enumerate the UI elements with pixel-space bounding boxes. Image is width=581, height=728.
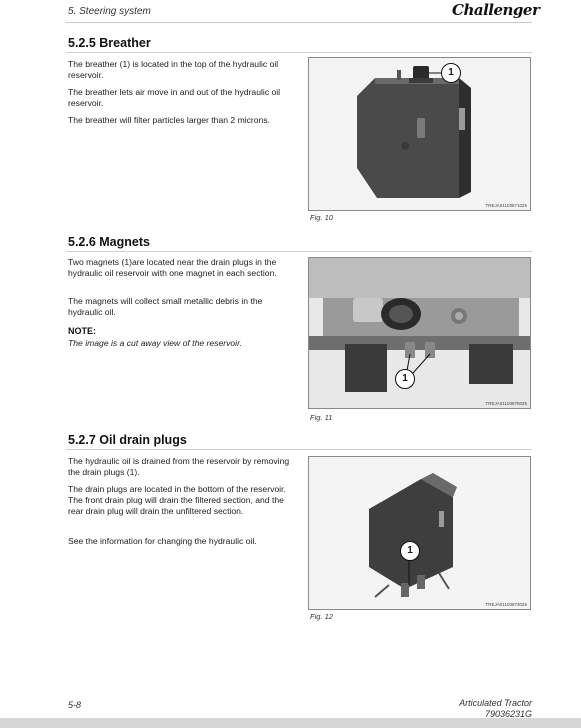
- chapter-heading: 5. Steering system: [68, 6, 151, 17]
- page-number: 5-8: [68, 700, 82, 710]
- drain-plugs-illustration: [309, 457, 530, 609]
- figure-reference: TREJA01103873025: [485, 602, 527, 607]
- page-bottom-strip: [0, 718, 581, 728]
- breather-paragraph-2: The breather lets air move in and out of the hydraulic oil reservoir.: [68, 87, 281, 108]
- breather-paragraph-1: The breather (1) is located in the top of the hydraulic oil reservoir.: [68, 59, 279, 80]
- figure-magnets: [308, 257, 531, 409]
- callout-number: 1: [441, 63, 461, 83]
- figure-caption: Fig. 11: [310, 413, 333, 422]
- brand-logo: Challenger: [452, 1, 540, 19]
- figure-caption: Fig. 12: [310, 612, 333, 621]
- section-divider: [66, 52, 532, 53]
- drain-paragraph-2: The drain plugs are located in the bottom of the reservoir. The front drain plug will drain the filtered section, and the rear drain plug will drain the unfiltered section.: [68, 484, 286, 516]
- magnets-paragraph-2: The magnets will collect small metallic debris in the hydraulic oil.: [68, 296, 263, 317]
- section-divider: [66, 449, 532, 450]
- manual-code: 79036231G: [484, 709, 532, 719]
- note-text: The image is a cut away view of the reservoir.: [68, 338, 243, 348]
- drain-paragraph-3: See the information for changing the hydraulic oil.: [68, 536, 257, 546]
- magnets-paragraph-1: Two magnets (1)are located near the drain plugs in the hydraulic oil reservoir with one magnet in each section.: [68, 257, 277, 278]
- section-title-oil-drain-plugs: 5.2.7 Oil drain plugs: [68, 433, 187, 447]
- header-divider: [66, 22, 532, 23]
- figure-breather: [308, 57, 531, 211]
- callout-number: 1: [395, 369, 415, 389]
- breather-paragraph-3: The breather will filter particles larger than 2 microns.: [68, 115, 271, 125]
- figure-reference: TREJA01103875025: [485, 401, 527, 406]
- manual-title: Articulated Tractor: [459, 698, 532, 708]
- breather-callout: [309, 58, 530, 210]
- figure-reference: TREJA01103871025: [485, 203, 527, 208]
- figure-caption: Fig. 10: [310, 213, 333, 222]
- figure-oil-drain-plugs: [308, 456, 531, 610]
- section-title-breather: 5.2.5 Breather: [68, 36, 151, 50]
- callout-number: 1: [400, 541, 420, 561]
- note-label: NOTE:: [68, 326, 96, 336]
- section-divider: [66, 251, 532, 252]
- drain-paragraph-1: The hydraulic oil is drained from the reservoir by removing the drain plugs (1).: [68, 456, 290, 477]
- section-title-magnets: 5.2.6 Magnets: [68, 235, 150, 249]
- magnets-cutaway-illustration: [309, 258, 530, 408]
